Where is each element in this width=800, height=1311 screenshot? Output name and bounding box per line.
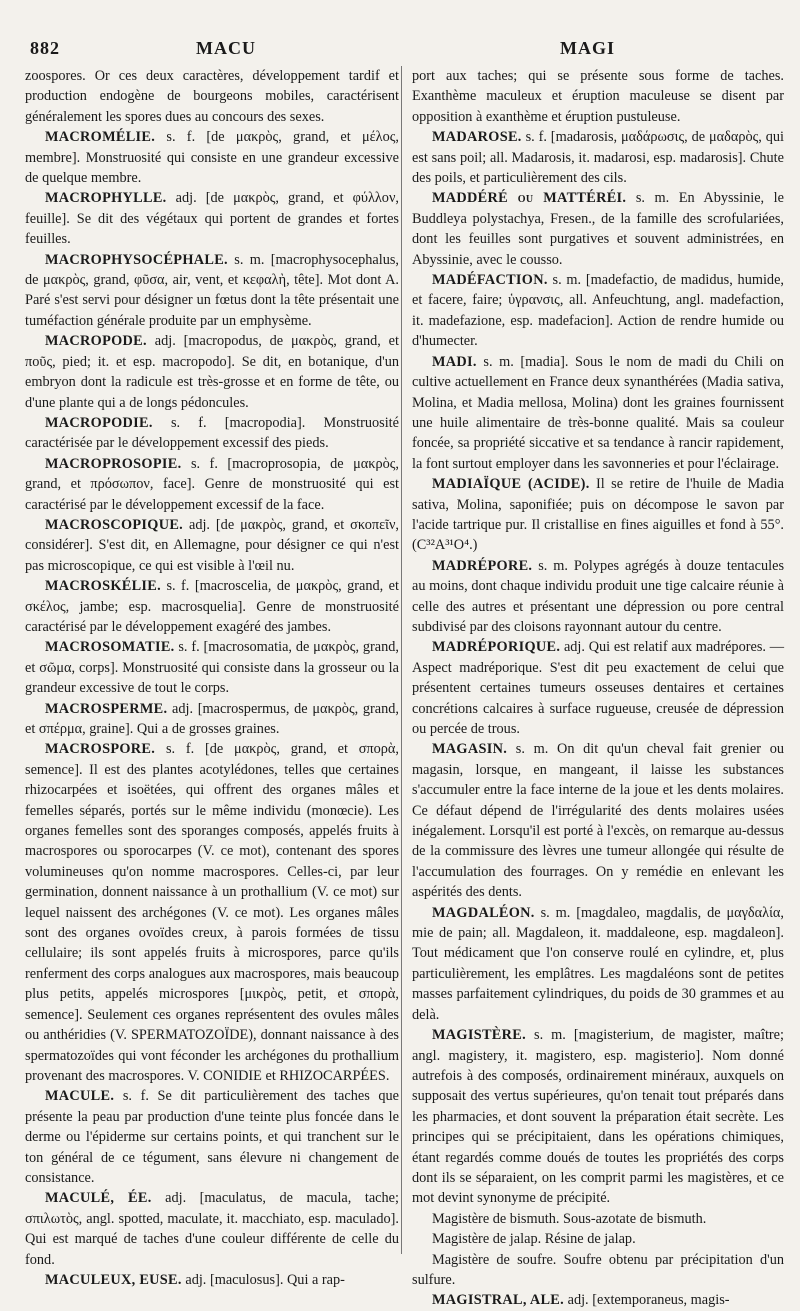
entry-text: s. f. [de μακρὸς, grand, et μέλος, membre]. Monstruosité qui consiste en une grandeur excessive de quelque membre. — [25, 129, 399, 187]
entry-text: adj. [maculatus, de macula, tache; σπιλωτὸς, angl. spotted, maculate, it. macchiato, esp. maculado]. Qui est marqué de taches d'une couleur différente de celle du fond. — [25, 1190, 399, 1268]
entry-headword: MACROPHYLLE. — [45, 190, 167, 207]
entry-text: adj. [de μακρὸς, grand, et σκοπεῖν, considérer]. S'est dit, en Allemagne, pour désigner ce qui n'est pas microscopique, ce qui est visible à l'œil nu. — [25, 516, 400, 574]
entry-headword: MACULEUX, EUSE. — [45, 1271, 182, 1288]
column-divider — [401, 66, 402, 1254]
dictionary-entry — [25, 454, 399, 515]
entry-headword: MADRÉPORIQUE. — [432, 639, 561, 656]
dictionary-entry — [25, 699, 399, 740]
entry-headword: MACROPROSOPIE. — [45, 455, 182, 472]
dictionary-entry — [25, 576, 399, 637]
entry-text: s. f. [macropodia]. Monstruosité caractérisée par le développement excessif des pieds. — [25, 414, 399, 452]
dictionary-entry — [25, 413, 399, 454]
entry-headword: MACROSCOPIQUE. — [45, 516, 184, 533]
entry-text: Magistère de jalap. Résine de jalap. — [432, 1231, 636, 1248]
dictionary-entry — [25, 66, 399, 127]
dictionary-entry — [412, 474, 784, 556]
entry-headword: MADI. — [432, 353, 477, 370]
dictionary-entry — [25, 637, 399, 698]
entry-text: s. f. Se dit particulièrement des taches que présente la peau par production d'une teinte plus foncée dans le derme ou l'épiderme sur certains points, et qui tranchent sur le ton général de ce tégument, sans élevure ni changement de consistance. — [25, 1088, 400, 1186]
dictionary-entry — [25, 127, 399, 188]
entry-headword: MACULÉ, ÉE. — [45, 1190, 152, 1207]
dictionary-entry — [412, 739, 784, 902]
right-column — [412, 66, 784, 1311]
entry-headword: MACROMÉLIE. — [45, 129, 156, 146]
entry-headword: MADAROSE. — [432, 129, 522, 146]
entry-headword: MADRÉPORE. — [432, 557, 533, 574]
running-head-left: MACU — [196, 38, 256, 58]
entry-headword: MADDÉRÉ ou MATTÉRÉI. — [432, 190, 627, 207]
entry-headword: MACROPODE. — [45, 333, 147, 350]
dictionary-entry — [412, 1025, 784, 1209]
entry-text: adj. [extemporaneus, magis- — [567, 1292, 730, 1309]
entry-headword: MACROPHYSOCÉPHALE. — [45, 251, 228, 268]
dictionary-entry — [412, 66, 784, 127]
left-column — [25, 66, 399, 1290]
dictionary-entry — [25, 1086, 399, 1188]
entry-text: s. m. En Abyssinie, le Buddleya polystachya, Fresen., de la famille des scrofulariées, dont les feuilles sont purgatives et souvent administrées, en Abyssinie, avec le cousso. — [412, 190, 784, 268]
dictionary-entry — [25, 739, 399, 1086]
dictionary-entry — [412, 556, 784, 638]
entry-text: s. m. [magdaleo, magdalis, de μαγδαλία, mie de pain; all. Magdaleon, it. maddaleone, esp. magdaleon]. Tout médicament que l'on conserve roulé en cylindre, et, plus particulièrement, les emplâtres. Les magdaléons sont de petites masses parfaitement cylindriques, du poids de 30 grammes et au delà. — [412, 904, 784, 1023]
entry-text: s. f. [de μακρὸς, grand, et σπορὰ, semence]. Il est des plantes acotylédones, telles que certaines rhizocarpées et isoëtées, qui offrent des organes mâles et femelles séparés, portés sur le même individu (monœcie). Les organes femelles sont des sporanges composés, appelés fruits à macrospores ou sporocarpes (V. ce mot), contenant des spores volumineuses qu'on nomme macrospores. Celles-ci, par leur germination, donnent naissance à un prothallium (V. ce mot) sur lequel naissent des archégones (V. ce mot). Les organes mâles sont des organes ovoïdes creux, à parois formées de tissu cellulaire; ils sont appelés fruits à microspores, parce qu'ils renferment des corps analogues aux macrospores, mais beaucoup plus petits, appelés microspores [μικρὸς, petit, et σπορὰ, semence]. Seulement ces organes représentent des ovules mâles ou anthéridies (V. SPERMATOZOÏDE), donnant naissance à des spermatozoïdes qui vont féconder les archégones du prothallium provenant des macrospores. V. CONIDIE et RHIZOCARPÉES. — [25, 741, 399, 1084]
dictionary-entry — [412, 127, 784, 188]
entry-headword: MADÉFACTION. — [432, 272, 548, 289]
dictionary-entry — [412, 637, 784, 739]
entry-text: s. f. [madarosis, μαδάρωσις, de μαδαρὸς, qui est sans poil; all. Madarosis, it. madarosi, esp. madarosis]. Chute des poils, et particulièrement des cils. — [412, 129, 785, 187]
entry-headword: MACROSPERME. — [45, 700, 168, 717]
dictionary-entry — [412, 1290, 784, 1310]
entry-text: adj. [de μακρὸς, grand, et φύλλον, feuille]. Se dit des végétaux qui portent de grandes et fortes feuilles. — [25, 190, 399, 248]
dictionary-entry — [25, 250, 399, 332]
dictionary-entry — [25, 1188, 399, 1270]
entry-text: s. m. [madefactio, de madidus, humide, et facere, faire; ὑγρανσις, all. Anfeuchtung, angl. madefaction, it. madefazione, esp. madefacion]. Action de rendre humide ou d'humecter. — [412, 272, 784, 350]
entry-text: adj. Qui est relatif aux madrépores. — Aspect madréporique. S'est dit peu exactement de celui que présentent certaines tumeurs osseuses dentaires et certaines concrétions calcaires à surface rugueuse, creusée de dépression ou percée de trous. — [412, 639, 784, 737]
entry-text: adj. [macrospermus, de μακρὸς, grand, et σπέρμα, graine]. Qui a de grosses graines. — [25, 700, 400, 737]
entry-text: Magistère de bismuth. Sous-azotate de bismuth. — [432, 1210, 707, 1227]
dictionary-entry — [412, 1250, 784, 1291]
dictionary-entry — [412, 903, 784, 1025]
entry-text: s. m. [macrophysocephalus, de μακρὸς, grand, φῦσα, air, vent, et κεφαλὴ, tête]. Mot dont A. Paré s'est servi pour désigner un fœtus dont la tête présentait une tuméfaction générale produite par un emphysème. — [25, 251, 400, 329]
entry-text: s. m. Polypes agrégés à douze tentacules au moins, dont chaque individu produit une tige calcaire réunie à celle des autres et présentant une dépression ou pore central subdivisé par des cloisons rayonnant autour du centre. — [412, 557, 785, 635]
entry-headword: MADIAÏQUE (ACIDE). — [432, 476, 590, 493]
entry-text: Magistère de soufre. Soufre obtenu par précipitation d'un sulfure. — [412, 1251, 784, 1288]
entry-headword: MACROPODIE. — [45, 414, 153, 431]
page-number: 882 — [30, 38, 60, 58]
entry-headword: MACROSOMATIE. — [45, 639, 175, 656]
dictionary-entry — [25, 515, 399, 576]
dictionary-entry — [25, 188, 399, 249]
entry-headword: MAGASIN. — [432, 741, 508, 758]
entry-text: s. m. [madia]. Sous le nom de madi du Chili on cultive actuellement en France deux synanthérées (Madia sativa, Molina, et Madia mellosa, Molina) dont les graines fournissent une huile alimentaire de très-bonne qualité. Mais sa couleur foncée, sa propriété siccative et sa tendance à rancir rapidement, la font surtout employer dans les savonneries et pour l'éclairage. — [412, 353, 784, 472]
entry-text: port aux taches; qui se présente sous forme de taches. Exanthème maculeux et éruption maculeuse se disent par opposition à exanthème et éruption pustuleuse. — [412, 68, 784, 125]
entry-headword: MAGDALÉON. — [432, 904, 535, 921]
entry-text: s. f. [macroprosopia, de μακρὸς, grand, et πρόσωπον, face]. Genre de monstruosité qui est caractérisé par le développement excessif de la face. — [25, 455, 399, 513]
entry-text: s. m. On dit qu'un cheval fait grenier ou magasin, lorsque, en mangeant, il laisse les substances s'accumuler entre la face interne de la joue et les dents molaires. Ce défaut dépend de l'irrégularité des dents molaires usées inégalement. Lorsqu'il est porté à l'excès, on remarque au-dessus de la commissure des lèvres une tumeur allongée qui résulte de l'accumulation des fourrages. On y remédie en enlevant les aspérités des dents. — [412, 741, 784, 901]
entry-headword: MACULE. — [45, 1088, 115, 1105]
entry-headword: MAGISTÈRE. — [432, 1027, 526, 1044]
entry-headword: MAGISTRAL, ALE. — [432, 1292, 565, 1309]
entry-text: adj. [macropodus, de μακρὸς, grand, et ποῦς, pied; it. et esp. macropodo]. Se dit, en botanique, d'un embryon dont la radicule est très-grosse et en forme de tête, ou d'une plante qui a de longs pédoncules. — [25, 333, 399, 411]
dictionary-entry — [412, 1209, 784, 1229]
dictionary-entry — [412, 352, 784, 474]
dictionary-entry — [25, 1270, 399, 1290]
entry-headword: MACROSKÉLIE. — [45, 578, 162, 595]
dictionary-entry — [25, 331, 399, 413]
entry-text: s. f. [macroscelia, de μακρὸς, grand, et σκέλος, jambe; esp. macrosquelia]. Genre de monstruosité caractérisé par le développement exagéré des jambes. — [25, 578, 400, 635]
entry-text: Il se retire de l'huile de Madia sativa, Molina, saponifiée; puis on décompose le savon par l'acide tartrique pur. Il cristallise en fines aiguilles et fond à 55°. (C³²A³¹O⁴.) — [412, 476, 784, 554]
entry-text: adj. [maculosus]. Qui a rap- — [185, 1271, 345, 1288]
entry-text: zoospores. Or ces deux caractères, développement tardif et production endogène de bourgeons mobiles, caractérisent généralement les spores dues au concours des sexes. — [25, 68, 399, 125]
running-head-right: MAGI — [560, 38, 615, 58]
dictionary-entry — [412, 188, 784, 270]
dictionary-entry — [412, 270, 784, 352]
entry-headword: MACROSPORE. — [45, 741, 156, 758]
dictionary-entry — [412, 1229, 784, 1249]
entry-text: s. m. [magisterium, de magister, maître; angl. magistery, it. magistero, esp. magisterio]. Nom donné autrefois à des composés, ordinairement minéraux, auxquels on supposait des vertus supérieures, qu'on tenait tout préparés dans les pharmacies, et dont souvent la préparation était secrète. Les principes qui se précipitaient, dans les opérations chimiques, étant regardés comme doués de toutes les propriétés des corps dont ils se séparaient, on les comprit parmi les magistères, et ce mot devint synonyme de précipité. — [412, 1027, 784, 1207]
entry-text: s. f. [macrosomatia, de μακρὸς, grand, et σῶμα, corps]. Monstruosité qui consiste dans la grosseur ou la grandeur excessive de tout le corps. — [25, 639, 399, 697]
